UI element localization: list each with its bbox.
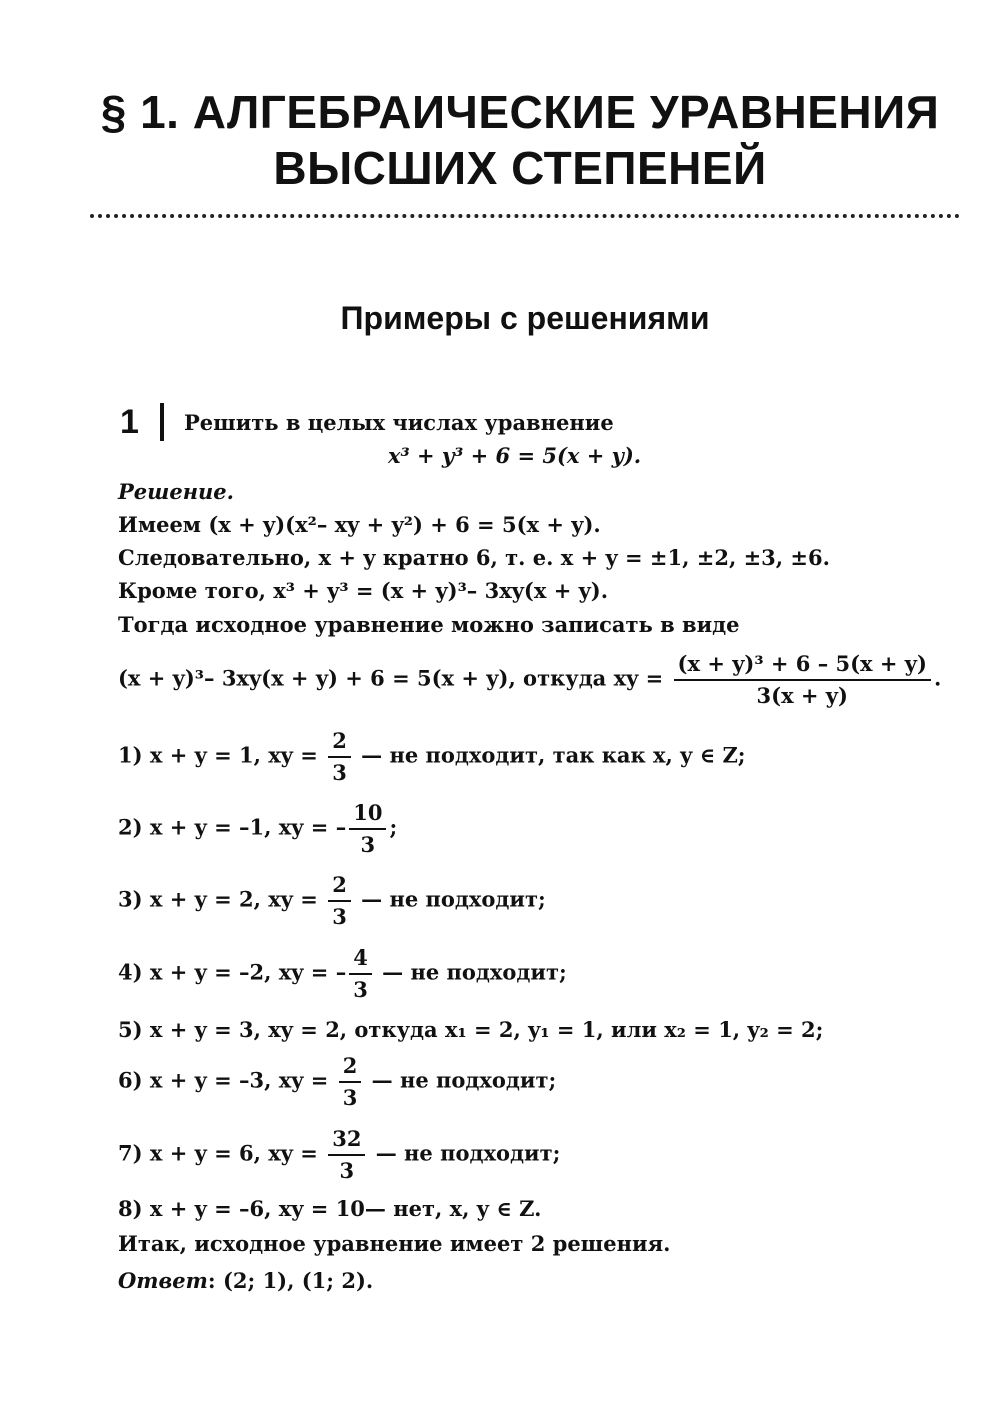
case-3-num: 2 [328, 870, 351, 902]
case-2-num: 10 [349, 798, 386, 830]
page-title [60, 84, 980, 196]
case-1-fraction [328, 726, 351, 788]
answer-label: Ответ [118, 1268, 208, 1293]
case-7-fraction [328, 1124, 365, 1186]
case-4-left: 4) x + y = –2, xy = – [118, 959, 347, 985]
fraction-numerator: (x + y)³ + 6 – 5(x + y) [674, 649, 931, 681]
case-7-den: 3 [339, 1158, 355, 1183]
case-3-den: 3 [332, 904, 347, 929]
case-6 [118, 1051, 556, 1113]
solution-line-3: Кроме того, x³ + y³ = (x + y)³– 3xy(x + y). [118, 578, 609, 603]
solution-line-1: Имеем (x + y)(x²– xy + y²) + 6 = 5(x + y). [118, 512, 601, 537]
problem-statement: Решить в целых числах уравнение [184, 410, 614, 435]
case-3 [118, 870, 546, 932]
case-5: 5) x + y = 3, xy = 2, откуда x₁ = 2, y₁ = 1, или x₂ = 1, y₂ = 2; [118, 1017, 824, 1042]
case-6-fraction [339, 1051, 362, 1113]
case-6-num: 2 [339, 1051, 362, 1083]
dotted-divider [90, 214, 960, 218]
case-1-left: 1) x + y = 1, xy = [118, 742, 318, 768]
case-2-left: 2) x + y = –1, xy = – [118, 814, 347, 840]
case-8: 8) x + y = –6, xy = 10— нет, x, y ∈ Z. [118, 1196, 542, 1221]
case-4-fraction [349, 943, 372, 1005]
title-line-1: § 1. АЛГЕБРАИЧЕСКИЕ УРАВНЕНИЯ [100, 86, 940, 138]
answer [118, 1268, 373, 1293]
case-2-right: ; [389, 814, 398, 840]
case-2-fraction [349, 798, 386, 860]
case-6-right: — не подходит; [371, 1067, 557, 1093]
section-subtitle: Примеры с решениями [340, 300, 710, 336]
case-4-den: 3 [353, 977, 368, 1002]
problem-number: 1 [120, 403, 139, 441]
case-4-right: — не подходит; [382, 959, 567, 985]
case-3-fraction [328, 870, 351, 932]
solution-line-2: Следовательно, x + y кратно 6, т. е. x + y = ±1, ±2, ±3, ±6. [118, 545, 830, 570]
case-3-right: — не подходит; [361, 886, 546, 912]
case-6-den: 3 [342, 1085, 358, 1110]
case-7-right: — не подходит; [375, 1140, 561, 1166]
solution-label: Решение. [118, 479, 234, 504]
case-7-left: 7) x + y = 6, xy = [118, 1140, 318, 1166]
answer-value: : (2; 1), (1; 2). [207, 1268, 374, 1293]
problem-equation: x³ + y³ + 6 = 5(x + y). [388, 443, 642, 468]
fraction-xy [674, 649, 931, 711]
case-1-num: 2 [328, 726, 351, 758]
problem-number-bar [160, 403, 164, 441]
case-1 [118, 726, 746, 788]
case-6-left: 6) x + y = –3, xy = [118, 1067, 329, 1093]
solution-line-4: Тогда исходное уравнение можно записать в виде [118, 612, 740, 637]
case-7 [118, 1124, 560, 1186]
case-4-num: 4 [349, 943, 372, 975]
line-5-left: (x + y)³– 3xy(x + y) + 6 = 5(x + y), откуда xy = [118, 665, 664, 691]
case-4 [118, 943, 567, 1005]
line-5-end: . [933, 665, 942, 691]
solution-line-5 [118, 649, 941, 711]
case-7-num: 32 [328, 1124, 365, 1156]
case-2 [118, 798, 397, 860]
title-line-2: ВЫСШИХ СТЕПЕНЕЙ [273, 142, 767, 194]
case-1-right: — не подходит, так как x, y ∈ Z; [361, 742, 746, 768]
case-2-den: 3 [360, 832, 376, 857]
case-1-den: 3 [332, 760, 347, 785]
conclusion: Итак, исходное уравнение имеет 2 решения. [118, 1231, 671, 1256]
case-3-left: 3) x + y = 2, xy = [118, 886, 318, 912]
fraction-denominator: 3(x + y) [756, 683, 848, 708]
